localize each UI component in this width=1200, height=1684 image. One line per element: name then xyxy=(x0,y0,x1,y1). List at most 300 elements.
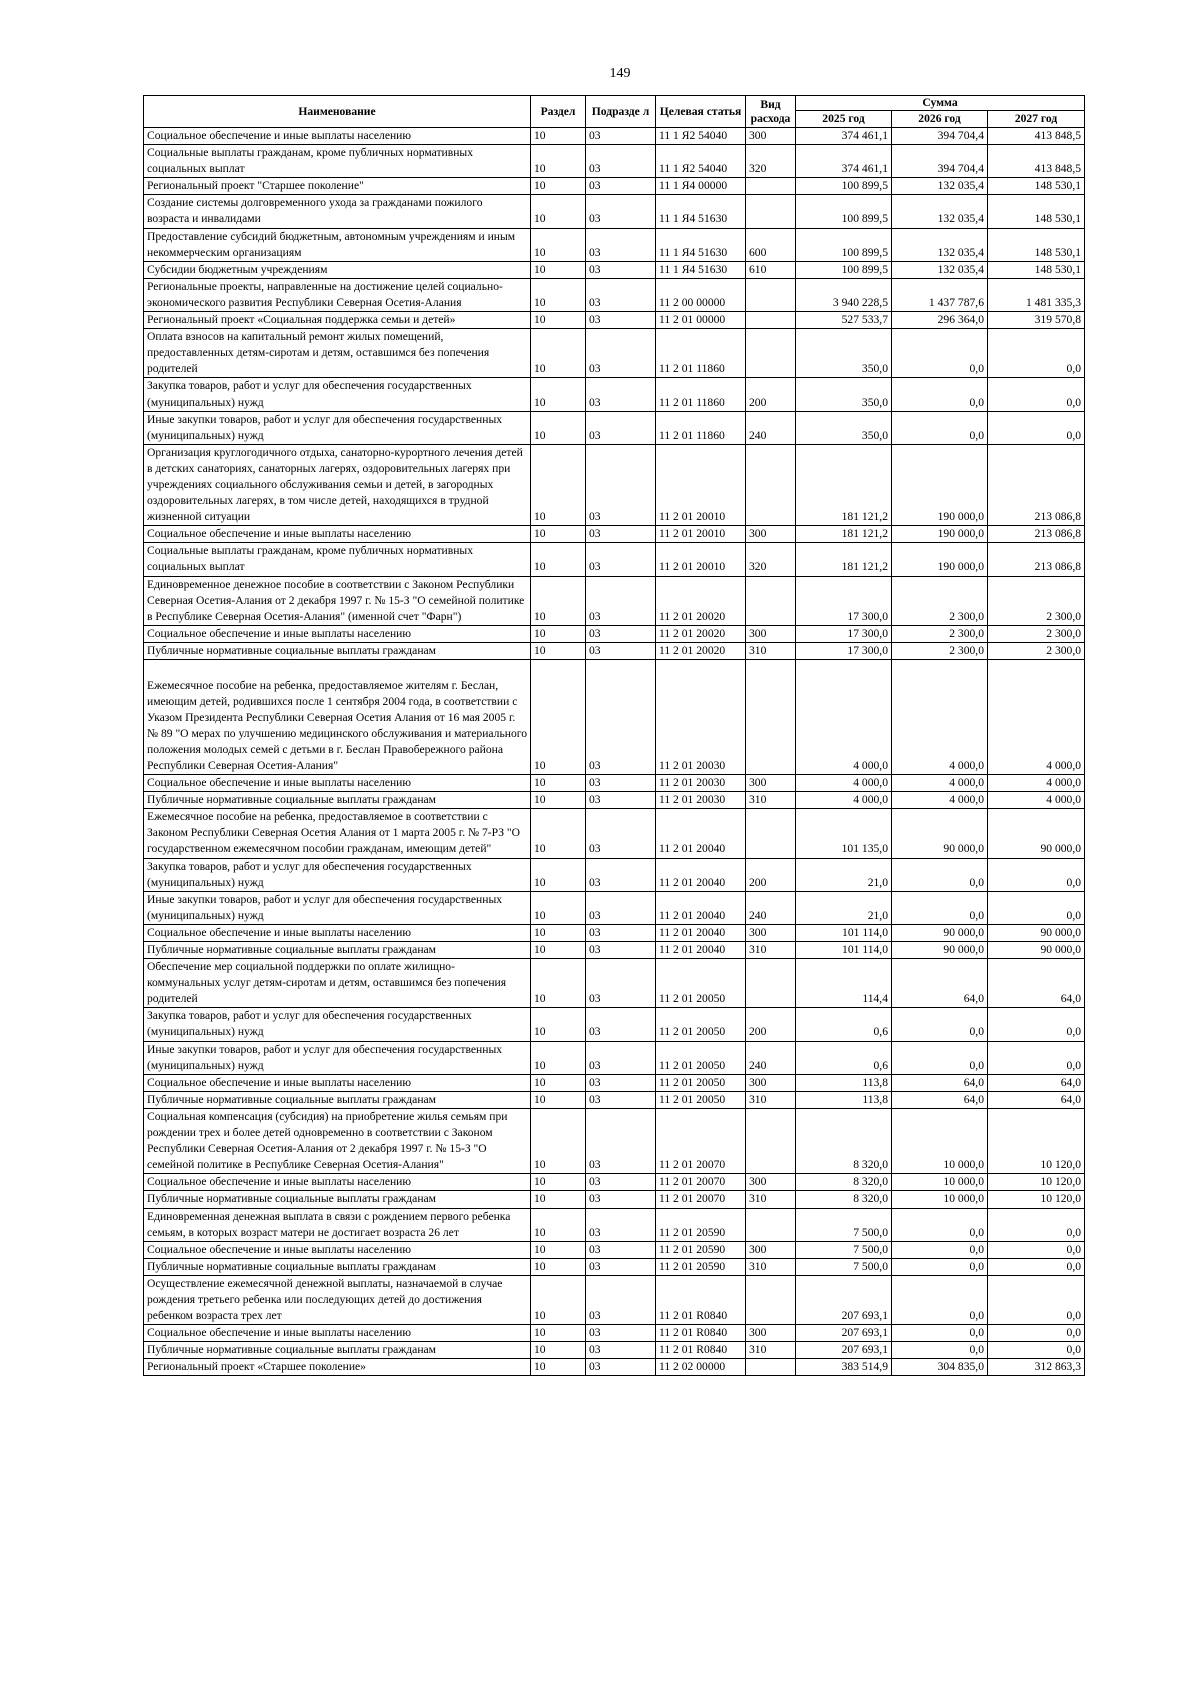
header-subsection: Подразде л xyxy=(586,96,656,128)
row-sum-2025: 7 500,0 xyxy=(796,1208,892,1241)
row-sum-2025: 17 300,0 xyxy=(796,642,892,659)
row-target-article: 11 2 01 20070 xyxy=(656,1108,746,1173)
header-target-article: Целевая статья xyxy=(656,96,746,128)
spacer-cell xyxy=(796,660,892,678)
row-sum-2025: 207 693,1 xyxy=(796,1275,892,1324)
row-subsection: 03 xyxy=(586,775,656,792)
row-subsection: 03 xyxy=(586,312,656,329)
table-row xyxy=(144,942,1085,959)
table-row xyxy=(144,411,1085,444)
table-row xyxy=(144,792,1085,809)
row-target-article: 11 2 01 R0840 xyxy=(656,1325,746,1342)
header-sum: Сумма xyxy=(796,96,1085,111)
row-sum-2027: 0,0 xyxy=(988,378,1085,411)
row-expense-type xyxy=(746,959,796,1008)
row-section: 10 xyxy=(531,809,586,858)
row-expense-type: 600 xyxy=(746,228,796,261)
row-sum-2025: 207 693,1 xyxy=(796,1325,892,1342)
row-name: Иные закупки товаров, работ и услуг для обеспечения государственных (муниципальных) нужд xyxy=(144,411,531,444)
row-target-article: 11 2 01 20590 xyxy=(656,1208,746,1241)
row-target-article: 11 2 01 11860 xyxy=(656,329,746,378)
row-expense-type: 300 xyxy=(746,625,796,642)
row-name: Единовременная денежная выплата в связи с рождением первого ребенка семьям, в которых возраст матери не достигает возраста 26 лет xyxy=(144,1208,531,1241)
table-row xyxy=(144,378,1085,411)
row-sum-2026: 190 000,0 xyxy=(892,543,988,576)
table-row xyxy=(144,858,1085,891)
row-subsection: 03 xyxy=(586,1325,656,1342)
row-sum-2026: 190 000,0 xyxy=(892,526,988,543)
row-target-article: 11 2 01 20050 xyxy=(656,1008,746,1041)
row-name: Ежемесячное пособие на ребенка, предоставляемое жителям г. Беслан, имеющим детей, родившихся после 1 сентября 2004 года, в соответствии с Указом Президента Республики Северная Осетия Алания от 16 мая 2005 г. № 89 "О мерах по улучшению медицинского обслуживания и материального положения молодых семей с детьми в г. Беслан Правобережного района Республики Северная Осетия-Алания" xyxy=(144,678,531,775)
row-sum-2025: 21,0 xyxy=(796,891,892,924)
table-row xyxy=(144,1191,1085,1208)
row-sum-2027: 4 000,0 xyxy=(988,775,1085,792)
row-target-article: 11 2 01 20040 xyxy=(656,942,746,959)
row-sum-2025: 8 320,0 xyxy=(796,1108,892,1173)
row-subsection: 03 xyxy=(586,858,656,891)
row-name: Региональный проект "Старшее поколение" xyxy=(144,178,531,195)
row-target-article: 11 2 01 20040 xyxy=(656,924,746,941)
header-year-2027: 2027 год xyxy=(988,111,1085,128)
row-subsection: 03 xyxy=(586,145,656,178)
row-target-article: 11 2 01 20040 xyxy=(656,809,746,858)
row-name: Социальное обеспечение и иные выплаты населению xyxy=(144,625,531,642)
row-expense-type: 200 xyxy=(746,858,796,891)
row-expense-type xyxy=(746,809,796,858)
row-name: Социальное обеспечение и иные выплаты населению xyxy=(144,924,531,941)
row-subsection: 03 xyxy=(586,195,656,228)
table-row xyxy=(144,576,1085,625)
row-section: 10 xyxy=(531,444,586,525)
row-sum-2027: 148 530,1 xyxy=(988,195,1085,228)
row-expense-type: 240 xyxy=(746,1041,796,1074)
row-sum-2026: 90 000,0 xyxy=(892,942,988,959)
row-subsection: 03 xyxy=(586,1108,656,1173)
header-section: Раздел xyxy=(531,96,586,128)
row-target-article: 11 2 01 20050 xyxy=(656,1074,746,1091)
row-name: Осуществление ежемесячной денежной выплаты, назначаемой в случае рождения третьего ребенка или последующих детей до достижения ребенком возраста трех лет xyxy=(144,1275,531,1324)
row-target-article: 11 1 Я2 54040 xyxy=(656,145,746,178)
row-target-article: 11 1 Я4 51630 xyxy=(656,195,746,228)
row-section: 10 xyxy=(531,1208,586,1241)
row-name: Публичные нормативные социальные выплаты гражданам xyxy=(144,1191,531,1208)
row-expense-type: 300 xyxy=(746,1074,796,1091)
row-expense-type xyxy=(746,329,796,378)
row-sum-2027: 10 120,0 xyxy=(988,1108,1085,1173)
row-sum-2027: 0,0 xyxy=(988,1325,1085,1342)
row-subsection: 03 xyxy=(586,642,656,659)
row-expense-type: 200 xyxy=(746,378,796,411)
row-sum-2026: 394 704,4 xyxy=(892,145,988,178)
row-sum-2027: 0,0 xyxy=(988,1241,1085,1258)
row-sum-2026: 190 000,0 xyxy=(892,444,988,525)
row-name: Предоставление субсидий бюджетным, автономным учреждениям и иным некоммерческим организациям xyxy=(144,228,531,261)
row-target-article: 11 2 01 00000 xyxy=(656,312,746,329)
row-sum-2026: 10 000,0 xyxy=(892,1108,988,1173)
table-row xyxy=(144,678,1085,775)
row-sum-2025: 101 114,0 xyxy=(796,924,892,941)
row-sum-2027: 0,0 xyxy=(988,1041,1085,1074)
row-section: 10 xyxy=(531,312,586,329)
row-section: 10 xyxy=(531,775,586,792)
row-name: Социальное обеспечение и иные выплаты населению xyxy=(144,1174,531,1191)
row-subsection: 03 xyxy=(586,1208,656,1241)
row-subsection: 03 xyxy=(586,543,656,576)
row-subsection: 03 xyxy=(586,178,656,195)
row-subsection: 03 xyxy=(586,959,656,1008)
row-sum-2027: 0,0 xyxy=(988,891,1085,924)
row-sum-2026: 64,0 xyxy=(892,1091,988,1108)
row-sum-2025: 101 135,0 xyxy=(796,809,892,858)
row-sum-2025: 0,6 xyxy=(796,1041,892,1074)
row-section: 10 xyxy=(531,1325,586,1342)
table-row xyxy=(144,1325,1085,1342)
row-target-article: 11 2 01 20020 xyxy=(656,625,746,642)
row-section: 10 xyxy=(531,959,586,1008)
row-subsection: 03 xyxy=(586,1241,656,1258)
row-section: 10 xyxy=(531,1074,586,1091)
row-section: 10 xyxy=(531,1041,586,1074)
row-sum-2026: 394 704,4 xyxy=(892,128,988,145)
row-subsection: 03 xyxy=(586,526,656,543)
row-sum-2026: 0,0 xyxy=(892,1258,988,1275)
row-section: 10 xyxy=(531,678,586,775)
row-expense-type xyxy=(746,178,796,195)
row-sum-2027: 0,0 xyxy=(988,1258,1085,1275)
row-section: 10 xyxy=(531,642,586,659)
header-expense-type: Вид расхода xyxy=(746,96,796,128)
row-sum-2025: 7 500,0 xyxy=(796,1258,892,1275)
row-section: 10 xyxy=(531,1174,586,1191)
row-name: Обеспечение мер социальной поддержки по оплате жилищно-коммунальных услуг детям-сиротам и детям, оставшимся без попечения родителей xyxy=(144,959,531,1008)
row-sum-2025: 374 461,1 xyxy=(796,128,892,145)
row-subsection: 03 xyxy=(586,792,656,809)
row-subsection: 03 xyxy=(586,891,656,924)
row-target-article: 11 1 Я2 54040 xyxy=(656,128,746,145)
row-section: 10 xyxy=(531,792,586,809)
row-sum-2027: 0,0 xyxy=(988,1208,1085,1241)
budget-table xyxy=(143,95,1085,1376)
row-sum-2027: 148 530,1 xyxy=(988,228,1085,261)
row-sum-2025: 207 693,1 xyxy=(796,1342,892,1359)
row-expense-type xyxy=(746,576,796,625)
row-sum-2026: 1 437 787,6 xyxy=(892,278,988,311)
spacer-cell xyxy=(892,660,988,678)
row-expense-type: 240 xyxy=(746,411,796,444)
row-subsection: 03 xyxy=(586,378,656,411)
row-sum-2025: 181 121,2 xyxy=(796,526,892,543)
header-name: Наименование xyxy=(144,96,531,128)
row-sum-2025: 21,0 xyxy=(796,858,892,891)
row-target-article: 11 2 01 20020 xyxy=(656,576,746,625)
row-target-article: 11 2 00 00000 xyxy=(656,278,746,311)
row-sum-2027: 319 570,8 xyxy=(988,312,1085,329)
spacer-cell xyxy=(988,660,1085,678)
row-subsection: 03 xyxy=(586,1258,656,1275)
row-name: Иные закупки товаров, работ и услуг для обеспечения государственных (муниципальных) нужд xyxy=(144,891,531,924)
row-name: Публичные нормативные социальные выплаты гражданам xyxy=(144,642,531,659)
row-sum-2027: 2 300,0 xyxy=(988,625,1085,642)
row-target-article: 11 2 01 20010 xyxy=(656,543,746,576)
row-target-article: 11 2 01 20020 xyxy=(656,642,746,659)
row-section: 10 xyxy=(531,1342,586,1359)
row-target-article: 11 2 01 R0840 xyxy=(656,1342,746,1359)
row-target-article: 11 2 02 00000 xyxy=(656,1359,746,1376)
row-section: 10 xyxy=(531,195,586,228)
spacer-cell xyxy=(746,660,796,678)
row-expense-type: 310 xyxy=(746,1342,796,1359)
row-sum-2026: 0,0 xyxy=(892,1342,988,1359)
row-expense-type: 310 xyxy=(746,642,796,659)
row-sum-2025: 383 514,9 xyxy=(796,1359,892,1376)
table-row xyxy=(144,1108,1085,1173)
row-sum-2027: 413 848,5 xyxy=(988,145,1085,178)
row-target-article: 11 2 01 20030 xyxy=(656,678,746,775)
table-row xyxy=(144,959,1085,1008)
row-sum-2026: 64,0 xyxy=(892,1074,988,1091)
row-sum-2027: 2 300,0 xyxy=(988,642,1085,659)
row-section: 10 xyxy=(531,1191,586,1208)
row-name: Социальное обеспечение и иные выплаты населению xyxy=(144,775,531,792)
table-row xyxy=(144,228,1085,261)
spacer-cell xyxy=(531,660,586,678)
table-row xyxy=(144,444,1085,525)
row-name: Создание системы долговременного ухода за гражданами пожилого возраста и инвалидами xyxy=(144,195,531,228)
row-name: Организация круглогодичного отдыха, санаторно-курортного лечения детей в детских санаториях, санаторных лагерях, оздоровительных лагерях при учреждениях социального обслуживания семьи и детей, в загородных оздоровительных лагерях, в том числе детей, находящихся в трудной жизненной ситуации xyxy=(144,444,531,525)
row-target-article: 11 2 01 11860 xyxy=(656,411,746,444)
row-expense-type xyxy=(746,195,796,228)
spacer-cell xyxy=(656,660,746,678)
row-name: Региональный проект «Старшее поколение» xyxy=(144,1359,531,1376)
row-sum-2026: 2 300,0 xyxy=(892,625,988,642)
row-target-article: 11 2 01 20050 xyxy=(656,1041,746,1074)
row-section: 10 xyxy=(531,1359,586,1376)
row-sum-2027: 10 120,0 xyxy=(988,1191,1085,1208)
row-sum-2026: 4 000,0 xyxy=(892,678,988,775)
row-sum-2026: 0,0 xyxy=(892,411,988,444)
row-expense-type: 320 xyxy=(746,543,796,576)
row-sum-2026: 296 364,0 xyxy=(892,312,988,329)
row-subsection: 03 xyxy=(586,625,656,642)
table-row xyxy=(144,145,1085,178)
row-subsection: 03 xyxy=(586,1041,656,1074)
row-sum-2026: 10 000,0 xyxy=(892,1191,988,1208)
row-expense-type: 300 xyxy=(746,1325,796,1342)
spacer-cell xyxy=(586,660,656,678)
table-row xyxy=(144,1241,1085,1258)
row-sum-2027: 213 086,8 xyxy=(988,526,1085,543)
row-sum-2025: 114,4 xyxy=(796,959,892,1008)
row-target-article: 11 2 01 20590 xyxy=(656,1241,746,1258)
row-subsection: 03 xyxy=(586,1191,656,1208)
row-subsection: 03 xyxy=(586,678,656,775)
row-name: Социальное обеспечение и иные выплаты населению xyxy=(144,1074,531,1091)
row-expense-type: 310 xyxy=(746,1258,796,1275)
row-sum-2025: 17 300,0 xyxy=(796,625,892,642)
table-row xyxy=(144,625,1085,642)
table-row xyxy=(144,261,1085,278)
row-expense-type: 240 xyxy=(746,891,796,924)
row-sum-2027: 213 086,8 xyxy=(988,543,1085,576)
table-row xyxy=(144,775,1085,792)
row-section: 10 xyxy=(531,576,586,625)
row-target-article: 11 2 01 20030 xyxy=(656,792,746,809)
row-sum-2026: 132 035,4 xyxy=(892,195,988,228)
row-name: Социальное обеспечение и иные выплаты населению xyxy=(144,1241,531,1258)
row-sum-2025: 4 000,0 xyxy=(796,775,892,792)
row-section: 10 xyxy=(531,942,586,959)
row-name: Социальная компенсация (субсидия) на приобретение жилья семьям при рождении трех и более детей одновременно в соответствии с Законом Республики Северная Осетия-Алания от 2 декабря 1997 г. № 15-З "О семейной политике в Республике Северная Осетия-Алания" xyxy=(144,1108,531,1173)
row-sum-2027: 64,0 xyxy=(988,1091,1085,1108)
row-sum-2026: 0,0 xyxy=(892,1041,988,1074)
row-target-article: 11 2 01 20040 xyxy=(656,858,746,891)
row-section: 10 xyxy=(531,625,586,642)
row-sum-2025: 3 940 228,5 xyxy=(796,278,892,311)
spacer-cell xyxy=(144,660,531,678)
table-row xyxy=(144,329,1085,378)
row-name: Оплата взносов на капитальный ремонт жилых помещений, предоставленных детям-сиротам и детям, оставшимся без попечения родителей xyxy=(144,329,531,378)
row-section: 10 xyxy=(531,1091,586,1108)
row-sum-2027: 148 530,1 xyxy=(988,178,1085,195)
row-section: 10 xyxy=(531,891,586,924)
table-body xyxy=(144,128,1085,1376)
row-expense-type xyxy=(746,278,796,311)
row-sum-2025: 8 320,0 xyxy=(796,1174,892,1191)
row-sum-2027: 0,0 xyxy=(988,858,1085,891)
row-expense-type xyxy=(746,444,796,525)
row-expense-type: 610 xyxy=(746,261,796,278)
row-subsection: 03 xyxy=(586,261,656,278)
spacer-row xyxy=(144,660,1085,678)
row-sum-2026: 304 835,0 xyxy=(892,1359,988,1376)
row-sum-2026: 132 035,4 xyxy=(892,228,988,261)
table-row xyxy=(144,1342,1085,1359)
row-sum-2027: 0,0 xyxy=(988,1342,1085,1359)
row-sum-2027: 312 863,3 xyxy=(988,1359,1085,1376)
row-subsection: 03 xyxy=(586,1275,656,1324)
row-expense-type: 300 xyxy=(746,526,796,543)
row-sum-2025: 100 899,5 xyxy=(796,228,892,261)
row-section: 10 xyxy=(531,178,586,195)
row-expense-type xyxy=(746,678,796,775)
row-subsection: 03 xyxy=(586,411,656,444)
table-row xyxy=(144,543,1085,576)
row-sum-2026: 10 000,0 xyxy=(892,1174,988,1191)
row-expense-type: 300 xyxy=(746,1174,796,1191)
row-subsection: 03 xyxy=(586,1008,656,1041)
row-expense-type xyxy=(746,1108,796,1173)
row-target-article: 11 2 01 20010 xyxy=(656,526,746,543)
row-section: 10 xyxy=(531,1108,586,1173)
table-row xyxy=(144,1074,1085,1091)
table-row xyxy=(144,891,1085,924)
row-target-article: 11 2 01 11860 xyxy=(656,378,746,411)
row-name: Социальное обеспечение и иные выплаты населению xyxy=(144,1325,531,1342)
row-name: Социальные выплаты гражданам, кроме публичных нормативных социальных выплат xyxy=(144,543,531,576)
row-sum-2025: 100 899,5 xyxy=(796,261,892,278)
row-sum-2025: 350,0 xyxy=(796,378,892,411)
row-sum-2027: 413 848,5 xyxy=(988,128,1085,145)
table-row xyxy=(144,312,1085,329)
row-sum-2026: 4 000,0 xyxy=(892,792,988,809)
table-row xyxy=(144,1091,1085,1108)
row-sum-2025: 4 000,0 xyxy=(796,792,892,809)
row-sum-2027: 90 000,0 xyxy=(988,809,1085,858)
row-sum-2026: 4 000,0 xyxy=(892,775,988,792)
table-row xyxy=(144,642,1085,659)
row-sum-2026: 0,0 xyxy=(892,1208,988,1241)
row-sum-2025: 100 899,5 xyxy=(796,195,892,228)
row-expense-type: 310 xyxy=(746,1191,796,1208)
row-expense-type: 310 xyxy=(746,1091,796,1108)
row-sum-2025: 181 121,2 xyxy=(796,543,892,576)
row-sum-2025: 4 000,0 xyxy=(796,678,892,775)
table-row xyxy=(144,1174,1085,1191)
table-row xyxy=(144,1041,1085,1074)
row-sum-2027: 90 000,0 xyxy=(988,942,1085,959)
row-subsection: 03 xyxy=(586,444,656,525)
row-sum-2027: 0,0 xyxy=(988,329,1085,378)
row-subsection: 03 xyxy=(586,809,656,858)
row-sum-2025: 113,8 xyxy=(796,1074,892,1091)
table-row xyxy=(144,809,1085,858)
row-sum-2025: 350,0 xyxy=(796,411,892,444)
row-expense-type: 300 xyxy=(746,924,796,941)
row-name: Региональные проекты, направленные на достижение целей социально-экономического развития Республики Северная Осетия-Алания xyxy=(144,278,531,311)
row-section: 10 xyxy=(531,261,586,278)
row-section: 10 xyxy=(531,1275,586,1324)
row-subsection: 03 xyxy=(586,924,656,941)
row-target-article: 11 1 Я4 51630 xyxy=(656,228,746,261)
row-sum-2025: 350,0 xyxy=(796,329,892,378)
row-sum-2025: 527 533,7 xyxy=(796,312,892,329)
row-sum-2027: 0,0 xyxy=(988,1008,1085,1041)
row-sum-2025: 101 114,0 xyxy=(796,942,892,959)
row-section: 10 xyxy=(531,228,586,261)
row-sum-2025: 374 461,1 xyxy=(796,145,892,178)
row-subsection: 03 xyxy=(586,278,656,311)
row-sum-2026: 0,0 xyxy=(892,891,988,924)
row-expense-type xyxy=(746,1208,796,1241)
row-name: Публичные нормативные социальные выплаты гражданам xyxy=(144,1342,531,1359)
table-row xyxy=(144,128,1085,145)
row-subsection: 03 xyxy=(586,1174,656,1191)
row-expense-type xyxy=(746,1275,796,1324)
row-sum-2027: 4 000,0 xyxy=(988,792,1085,809)
row-expense-type: 320 xyxy=(746,145,796,178)
header-year-2026: 2026 год xyxy=(892,111,988,128)
row-sum-2026: 2 300,0 xyxy=(892,642,988,659)
row-section: 10 xyxy=(531,1258,586,1275)
row-name: Публичные нормативные социальные выплаты гражданам xyxy=(144,792,531,809)
row-sum-2026: 0,0 xyxy=(892,378,988,411)
row-sum-2026: 90 000,0 xyxy=(892,809,988,858)
row-name: Социальное обеспечение и иные выплаты населению xyxy=(144,526,531,543)
row-sum-2027: 90 000,0 xyxy=(988,924,1085,941)
row-section: 10 xyxy=(531,1008,586,1041)
row-target-article: 11 2 01 20050 xyxy=(656,959,746,1008)
row-target-article: 11 2 01 20590 xyxy=(656,1258,746,1275)
table-row xyxy=(144,1275,1085,1324)
row-subsection: 03 xyxy=(586,942,656,959)
row-sum-2026: 0,0 xyxy=(892,858,988,891)
row-section: 10 xyxy=(531,145,586,178)
page-number: 149 xyxy=(609,66,631,81)
row-sum-2026: 0,0 xyxy=(892,1241,988,1258)
table-row xyxy=(144,1258,1085,1275)
row-name: Социальное обеспечение и иные выплаты населению xyxy=(144,128,531,145)
table-row xyxy=(144,1208,1085,1241)
